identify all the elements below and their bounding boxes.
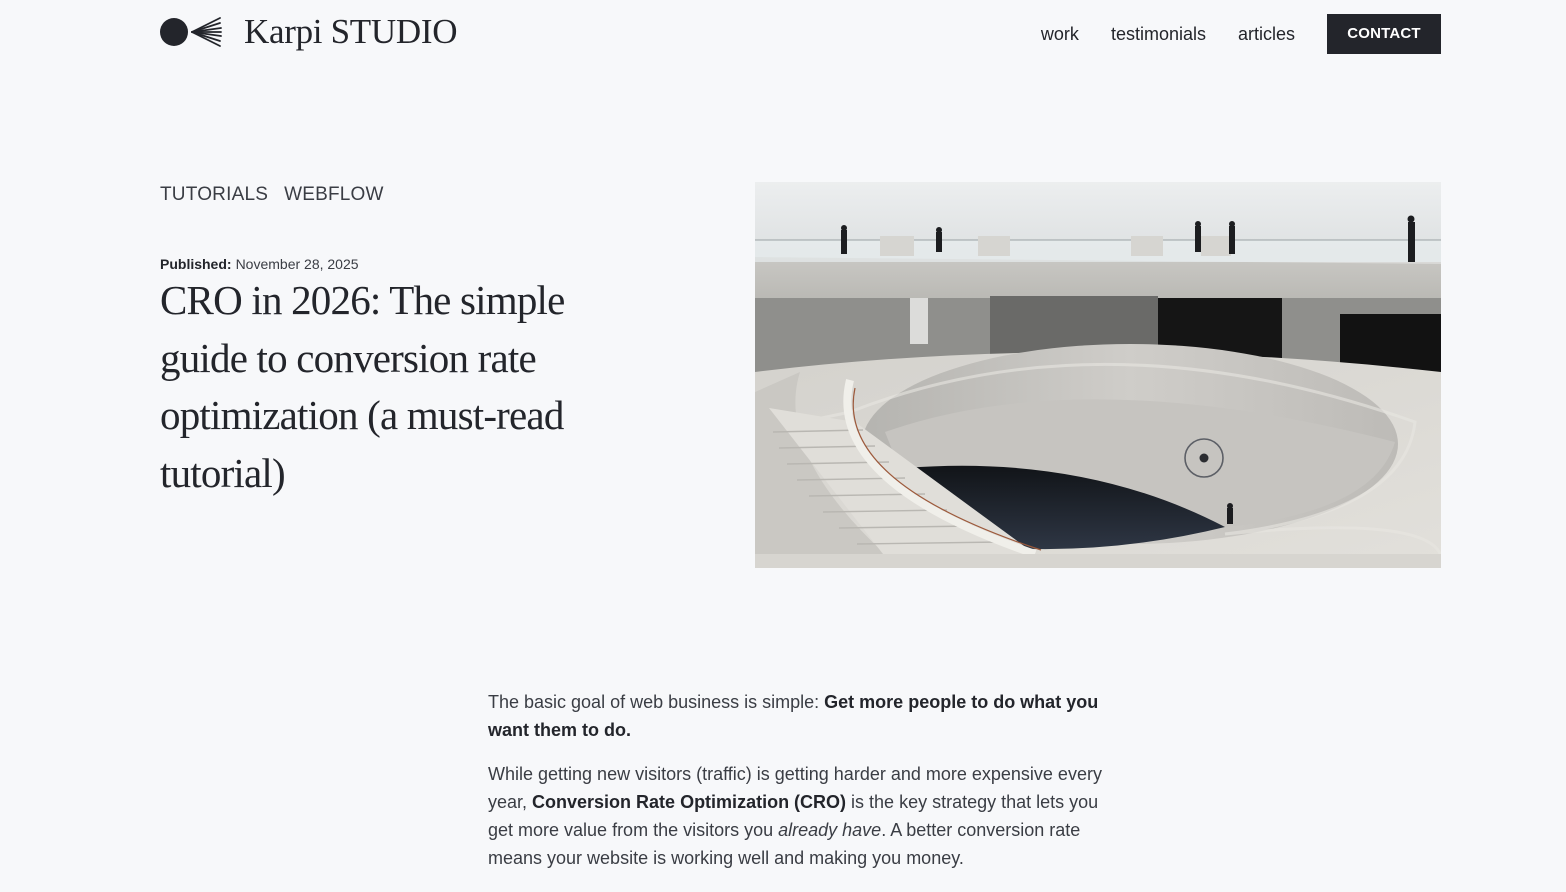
intro-text: The basic goal of web business is simple: (488, 692, 825, 712)
cro-text-3: . A better conversion rate means your website is working well and making you money. (488, 820, 1081, 868)
category-tags (160, 182, 400, 208)
intro-bold: Get more people to do what you want them to do. (488, 692, 1099, 740)
nav-link-testimonials[interactable]: testimonials (1110, 24, 1206, 44)
category-tag-tutorials[interactable]: TUTORIALS (160, 184, 269, 205)
logo-link[interactable] (160, 12, 457, 52)
architecture-spiral-atrium-image (755, 182, 1441, 568)
contact-button[interactable]: CONTACT (1327, 14, 1441, 54)
cro-text-1: While getting new visitors (traffic) is getting harder and more expensive every year, (488, 764, 1102, 812)
page-title: CRO in 2026: The simple guide to conversion rate optimization (a must-read tutorial) (160, 277, 565, 496)
published-date: November 28, 2025 (235, 256, 359, 272)
nav-link-articles[interactable]: articles (1237, 24, 1295, 44)
article-body (488, 688, 1103, 888)
cro-italic: already have (778, 820, 882, 840)
intro-paragraph (488, 688, 1103, 744)
cro-text-2: is the key strategy that lets you get more value from the visitors you (488, 792, 1099, 840)
cro-paragraph (488, 760, 1103, 872)
main-nav (1041, 14, 1441, 54)
nav-link-work[interactable]: work (1040, 24, 1079, 44)
published-info (160, 254, 359, 274)
cro-bold: Conversion Rate Optimization (CRO) (532, 792, 847, 812)
category-tag-webflow[interactable]: WEBFLOW (284, 184, 384, 205)
site-header (0, 0, 1566, 68)
published-label: Published: (160, 256, 232, 272)
logo-text: Karpi STUDIO (244, 12, 458, 51)
logo-icon (160, 12, 222, 52)
hero-image (755, 182, 1441, 568)
